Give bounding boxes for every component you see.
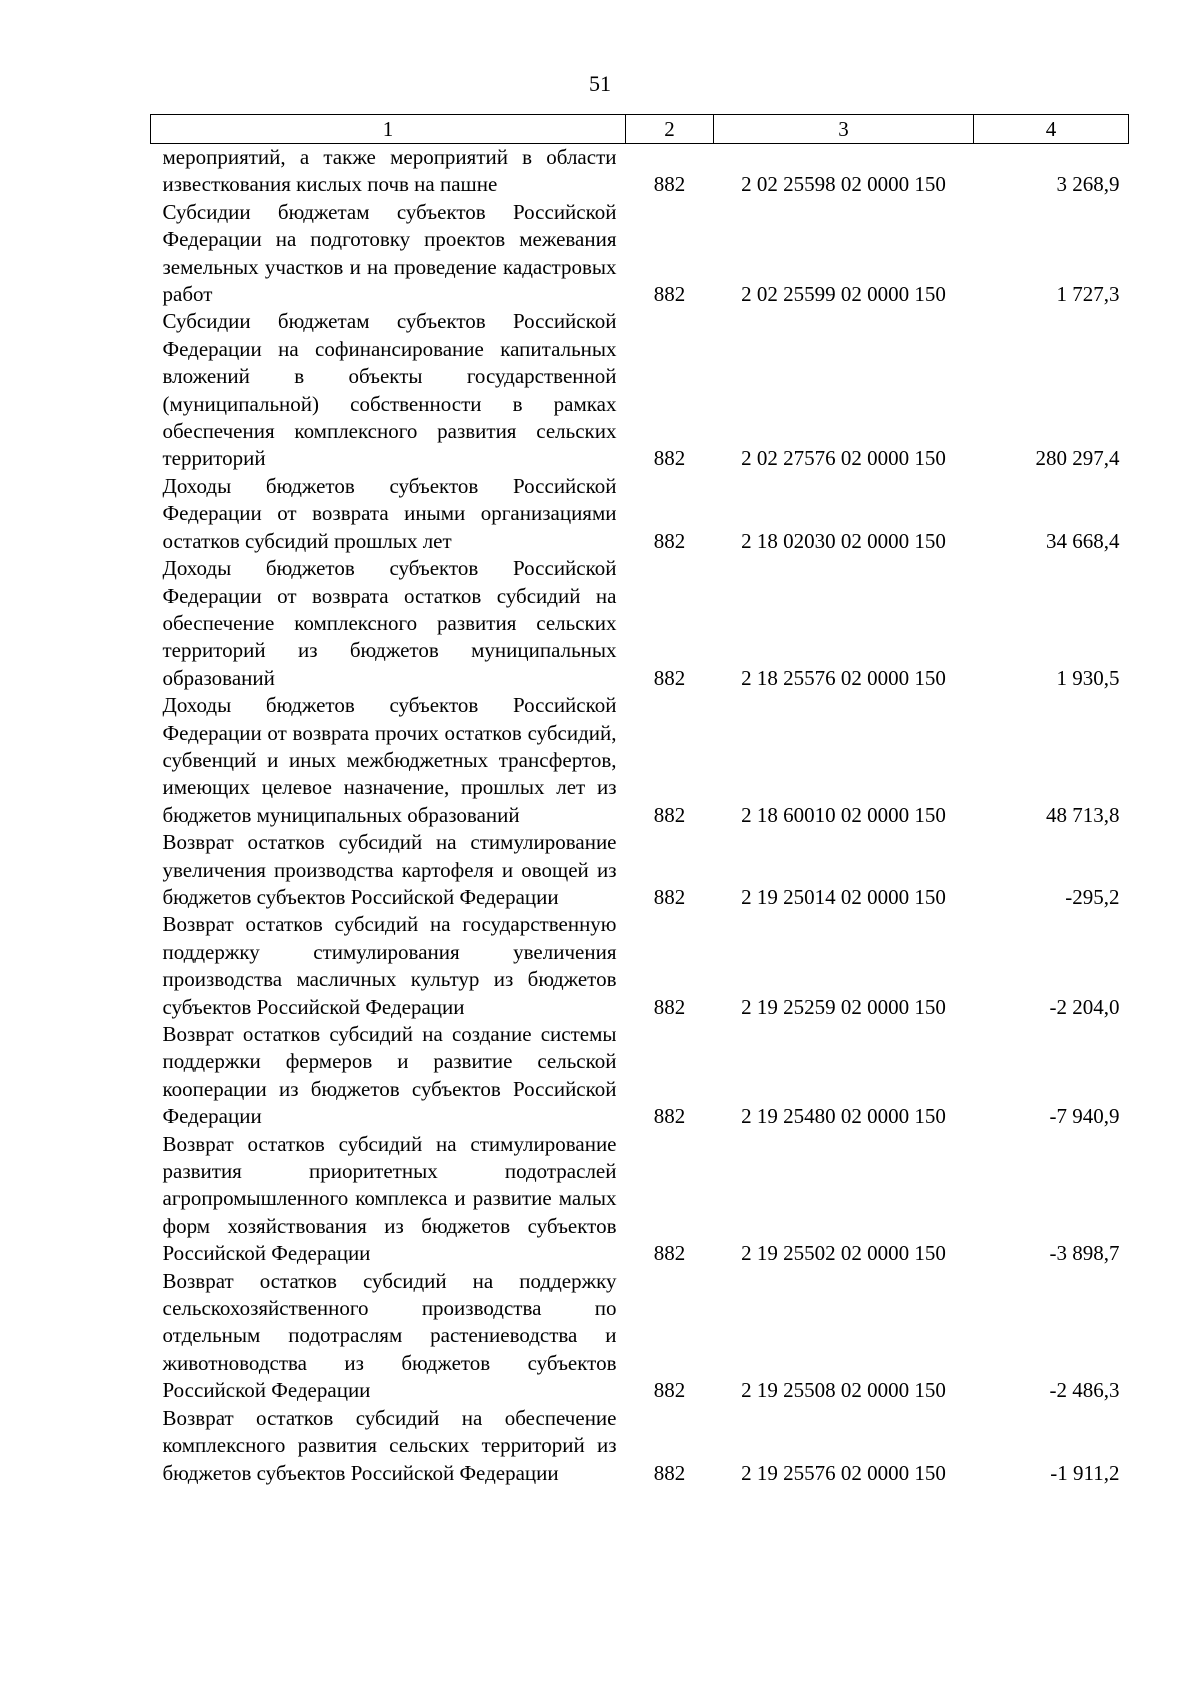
row-description: Возврат остатков субсидий на обеспечение комплексного развития сельских территорий из бюджетов субъектов Российской Федерации — [162, 1405, 617, 1485]
row-admin-code: 882 — [653, 994, 686, 1019]
row-budget-code: 2 18 25576 02 0000 150 — [741, 665, 946, 690]
table-row — [151, 144, 1129, 199]
row-budget-code: 2 18 02030 02 0000 150 — [741, 528, 946, 553]
table-row — [151, 1131, 1129, 1268]
row-description: Возврат остатков субсидий на создание системы поддержки фермеров и развитие сельской кооперации из бюджетов субъектов Российской Федерации — [162, 1022, 617, 1129]
table-row — [151, 692, 1129, 829]
table-row — [151, 308, 1129, 472]
row-amount: 1 930,5 — [1056, 665, 1120, 690]
row-budget-code: 2 19 25259 02 0000 150 — [741, 994, 946, 1019]
table-row — [151, 911, 1129, 1021]
row-budget-code: 2 19 25576 02 0000 150 — [741, 1460, 946, 1485]
table-body — [151, 144, 1129, 1487]
row-budget-code: 2 18 60010 02 0000 150 — [741, 802, 946, 827]
row-description: Возврат остатков субсидий на государственную поддержку стимулирования увеличения производства масличных культур из бюджетов субъектов Российской Федерации — [162, 912, 617, 1019]
row-budget-code: 2 02 27576 02 0000 150 — [741, 446, 946, 471]
row-amount: 34 668,4 — [1046, 528, 1120, 553]
row-admin-code: 882 — [653, 1104, 686, 1129]
row-amount: -3 898,7 — [1049, 1241, 1120, 1266]
budget-revenue-table — [150, 114, 1129, 1487]
table-row — [151, 473, 1129, 555]
row-amount: 1 727,3 — [1056, 282, 1120, 307]
row-admin-code: 882 — [653, 172, 686, 197]
row-amount: 48 713,8 — [1046, 802, 1120, 827]
row-admin-code: 882 — [653, 1241, 686, 1266]
row-amount: -2 204,0 — [1049, 994, 1120, 1019]
row-description: Доходы бюджетов субъектов Российской Федерации от возврата остатков субсидий на обеспечение комплексного развития сельских территорий из бюджетов муниципальных образований — [162, 556, 617, 690]
row-amount: -1 911,2 — [1050, 1460, 1120, 1485]
table-row — [151, 1268, 1129, 1405]
row-admin-code: 882 — [653, 884, 686, 909]
row-amount: -7 940,9 — [1049, 1104, 1120, 1129]
table-header — [151, 115, 1129, 144]
row-description: Возврат остатков субсидий на стимулирование развития приоритетных подотраслей агропромышленного комплекса и развитие малых форм хозяйствования из бюджетов субъектов Российской Федерации — [162, 1131, 617, 1266]
row-budget-code: 2 19 25502 02 0000 150 — [741, 1241, 946, 1266]
row-admin-code: 882 — [653, 1378, 686, 1403]
row-admin-code: 882 — [653, 528, 686, 553]
row-admin-code: 882 — [653, 665, 686, 690]
row-admin-code: 882 — [653, 1460, 686, 1485]
row-amount: -2 486,3 — [1049, 1378, 1120, 1403]
table-row — [151, 829, 1129, 911]
row-description: мероприятий, а также мероприятий в области известкования кислых почв на пашне — [162, 145, 617, 197]
row-budget-code: 2 02 25599 02 0000 150 — [741, 282, 946, 307]
row-description: Доходы бюджетов субъектов Российской Федерации от возврата иными организациями остатков субсидий прошлых лет — [162, 473, 617, 553]
table-row — [151, 199, 1129, 309]
row-description: Субсидии бюджетам субъектов Российской Федерации на софинансирование капитальных вложений в объекты государственной (муниципальной) собственности в рамках обеспечения комплексного развития сельских территорий — [162, 309, 617, 471]
header-col-4: 4 — [974, 115, 1129, 144]
row-description: Возврат остатков субсидий на стимулирование увеличения производства картофеля и овощей из бюджетов субъектов Российской Федерации — [162, 830, 617, 909]
row-budget-code: 2 02 25598 02 0000 150 — [741, 172, 946, 197]
row-budget-code: 2 19 25480 02 0000 150 — [741, 1104, 946, 1129]
row-description: Доходы бюджетов субъектов Российской Федерации от возврата прочих остатков субсидий, субвенций и иных межбюджетных трансфертов, имеющих целевое назначение, прошлых лет из бюджетов муниципальных образований — [162, 693, 617, 827]
row-admin-code: 882 — [653, 282, 686, 307]
row-admin-code: 882 — [653, 802, 686, 827]
page-number: 51 — [589, 71, 611, 96]
row-amount: 280 297,4 — [1035, 446, 1120, 471]
row-amount: -295,2 — [1065, 884, 1120, 909]
table-row — [151, 555, 1129, 692]
row-description: Возврат остатков субсидий на поддержку сельскохозяйственного производства по отдельным подотраслям растениеводства и животноводства из бюджетов субъектов Российской Федерации — [162, 1268, 617, 1403]
row-amount: 3 268,9 — [1056, 172, 1120, 197]
table-row — [151, 1405, 1129, 1487]
header-col-3: 3 — [714, 115, 974, 144]
row-budget-code: 2 19 25014 02 0000 150 — [741, 884, 946, 909]
row-budget-code: 2 19 25508 02 0000 150 — [741, 1378, 946, 1403]
header-row — [151, 115, 1129, 144]
table-row — [151, 1021, 1129, 1131]
header-col-1: 1 — [151, 115, 626, 144]
header-col-2: 2 — [626, 115, 714, 144]
row-admin-code: 882 — [653, 446, 686, 471]
row-description: Субсидии бюджетам субъектов Российской Федерации на подготовку проектов межевания земельных участков и на проведение кадастровых работ — [162, 199, 617, 307]
